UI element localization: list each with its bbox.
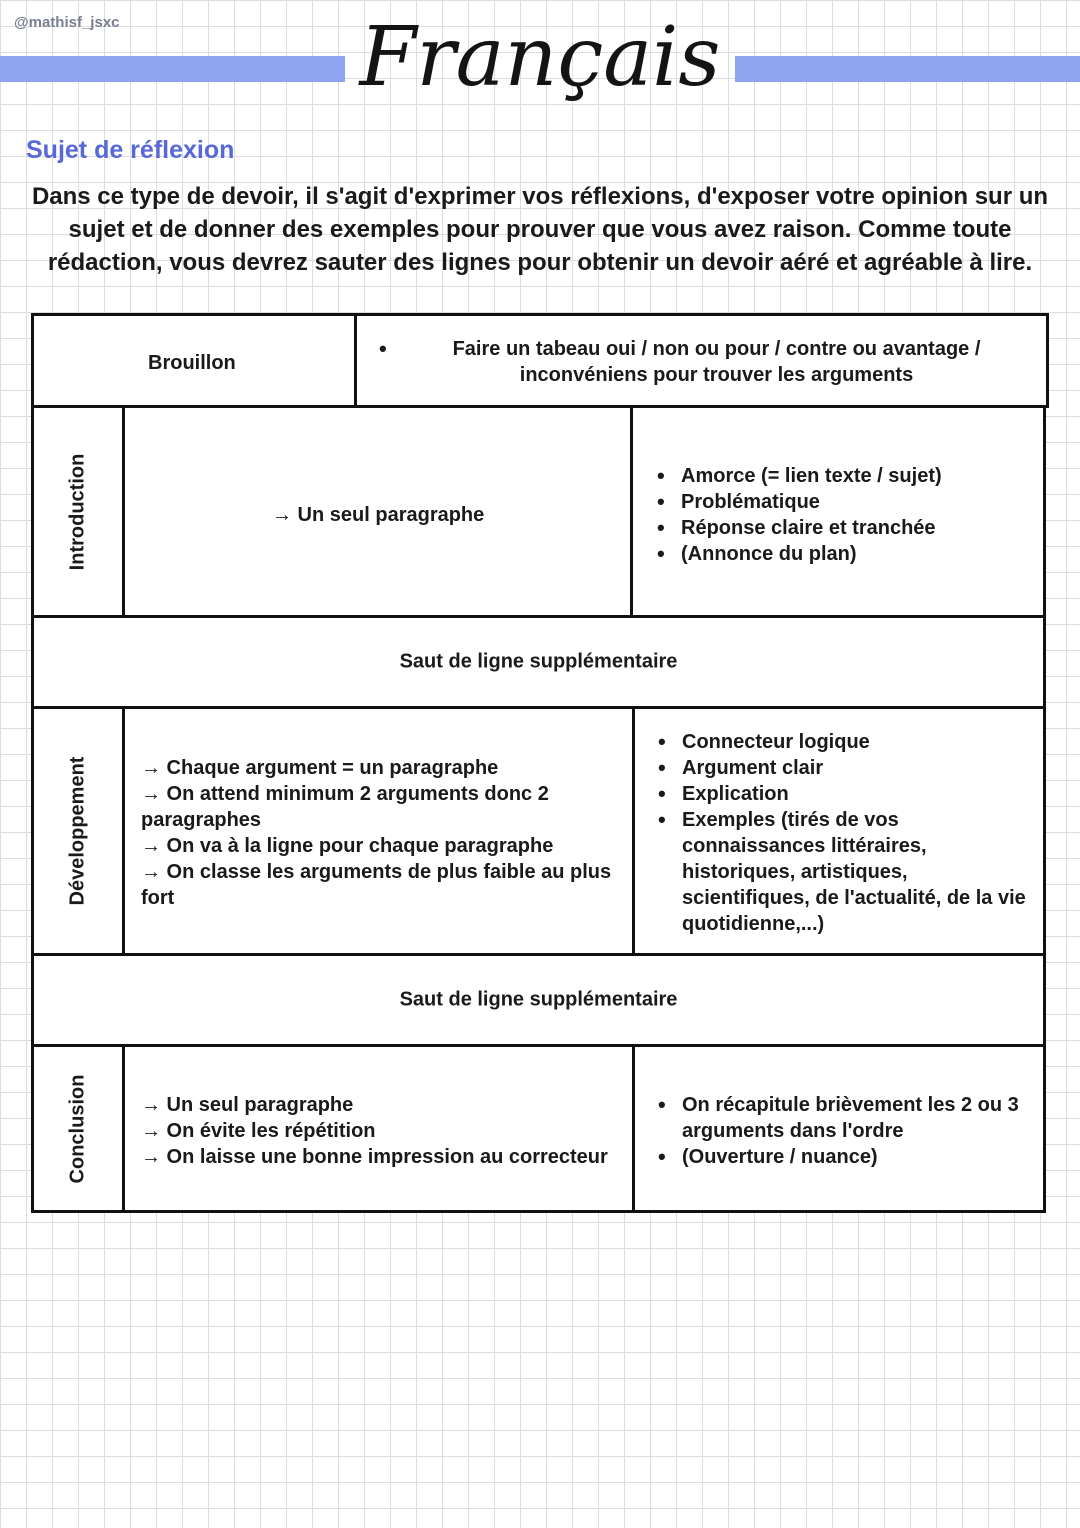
header-band-left — [0, 56, 345, 82]
list-item: • On récapitule brièvement les 2 ou 3 arguments dans l'ordre — [654, 1092, 1031, 1144]
developpement-label: Développement — [66, 756, 89, 906]
saut-row-2 — [31, 953, 1046, 1047]
list-item: • Réponse claire et tranchée — [653, 515, 942, 541]
conclusion-line: → On laisse une bonne impression au correcteur — [141, 1146, 608, 1168]
saut-text-1: Saut de ligne supplémentaire — [399, 650, 678, 673]
introduction-label: Introduction — [66, 453, 89, 570]
conclusion-middle — [125, 1047, 632, 1210]
conclusion-right — [635, 1047, 1043, 1210]
page-title: Français — [359, 10, 721, 105]
developpement-middle — [125, 709, 632, 953]
intro-paragraph: Dans ce type de devoir, il s'agit d'exprimer vos réflexions, d'exposer votre opinion sur un sujet et de donner des exemples pour prouver que vous avez raison. Comme toute rédaction, vous devrez sauter des lignes pour obtenir un devoir aéré et agréable à lire. — [31, 183, 1049, 276]
conclusion-label: Conclusion — [66, 1074, 89, 1183]
developpement-line: → On va à la ligne pour chaque paragraphe — [141, 835, 554, 857]
list-item: • Explication — [654, 781, 1033, 807]
conclusion-middle-text — [141, 1092, 626, 1170]
saut-row-1 — [31, 615, 1046, 709]
list-item: • Problématique — [653, 489, 942, 515]
developpement-middle-text — [141, 755, 612, 911]
brouillon-text-line: Faire un tabeau oui / non ou pour / contre ou avantage / — [452, 338, 981, 360]
list-item: • Argument clair — [654, 755, 1033, 781]
developpement-bullets — [654, 729, 1033, 937]
brouillon-text-line: inconvéniens pour trouver les arguments — [519, 364, 914, 386]
list-item: • (Annonce du plan) — [653, 541, 942, 567]
list-item: • Exemples (tirés de vos connaissances littéraires, historiques, artistiques, scientifiques, de l'actualité, de la vie quotidienne,...) — [654, 807, 1033, 937]
conclusion-side — [34, 1047, 122, 1210]
section-subtitle: Sujet de réflexion — [26, 136, 235, 164]
conclusion-line: → On évite les répétition — [141, 1120, 376, 1142]
introduction-row — [31, 405, 1046, 618]
introduction-middle-text: → Un seul paragraphe — [272, 504, 485, 526]
introduction-side — [34, 408, 122, 615]
conclusion-bullets — [654, 1092, 1031, 1170]
header-band-right — [735, 56, 1080, 82]
developpement-line: → Chaque argument = un paragraphe — [141, 757, 499, 779]
saut-text-2: Saut de ligne supplémentaire — [399, 988, 678, 1011]
brouillon-text — [397, 336, 1036, 388]
introduction-right — [633, 408, 1043, 615]
brouillon-text-cell — [357, 316, 1046, 405]
list-item: • Amorce (= lien texte / sujet) — [653, 463, 942, 489]
conclusion-row — [31, 1044, 1046, 1213]
introduction-bullets — [653, 463, 942, 567]
developpement-side — [34, 709, 122, 953]
list-item: • (Ouverture / nuance) — [654, 1144, 1031, 1170]
developpement-line: → On classe les arguments de plus faible au plus fort — [141, 861, 612, 909]
brouillon-row — [31, 313, 1049, 408]
developpement-line: → On attend minimum 2 arguments donc 2 paragraphes — [141, 783, 549, 831]
list-item: • Connecteur logique — [654, 729, 1033, 755]
brouillon-label-cell — [34, 316, 354, 405]
developpement-row — [31, 706, 1046, 956]
brouillon-bullet: • — [379, 336, 387, 361]
introduction-middle — [125, 408, 630, 615]
brouillon-label: Brouillon — [148, 352, 236, 374]
author-handle: @mathisf_jsxc — [14, 14, 120, 31]
developpement-right — [635, 709, 1043, 953]
conclusion-line: → Un seul paragraphe — [141, 1094, 354, 1116]
